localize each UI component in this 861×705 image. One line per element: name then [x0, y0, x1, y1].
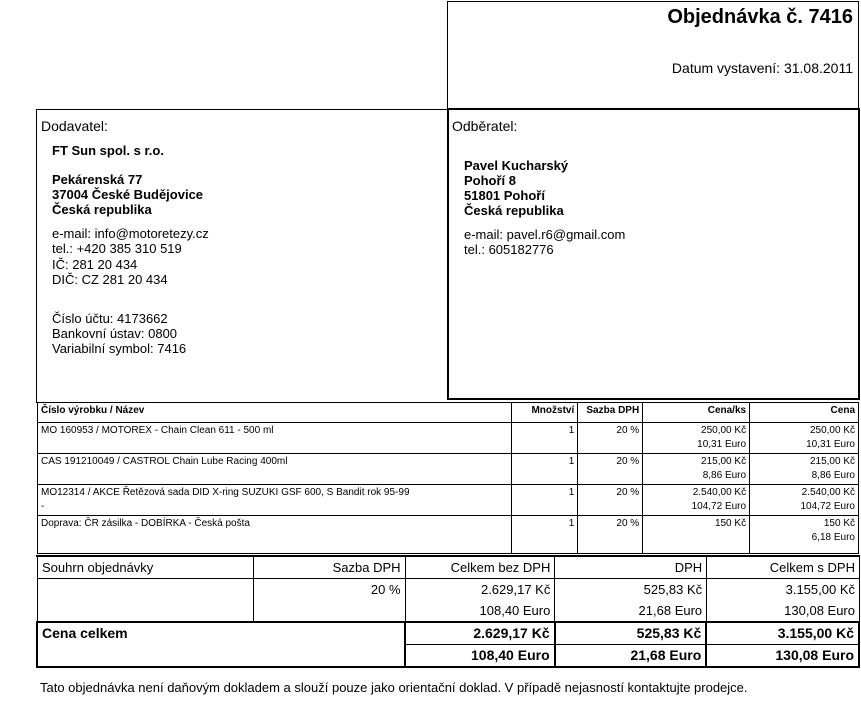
summary-gross-czk: 3.155,00 Kč: [707, 579, 860, 601]
supplier-street: Pekárenská 77: [52, 172, 143, 187]
supplier-phone: tel.: +420 385 310 519: [52, 241, 182, 256]
col-vat-header: Sazba DPH: [578, 403, 643, 423]
summary-net-czk: 2.629,17 Kč: [405, 579, 555, 601]
col-price-header: Cena: [750, 403, 859, 423]
item-vat: 20 %: [578, 516, 643, 554]
total-dph-eur: 21,68 Euro: [555, 645, 707, 668]
supplier-email: e-mail: info@motoretezy.cz: [52, 226, 209, 241]
item-name: MO12314 / AKCE Řetězová sada DID X-ring SUZUKI GSF 600, S Bandit rok 95-99 -: [38, 485, 512, 516]
item-unit-price: 215,00 Kč 8,86 Euro: [643, 454, 750, 485]
total-label: Cena celkem: [37, 622, 405, 667]
summary-row: [38, 579, 860, 601]
item-price: 215,00 Kč 8,86 Euro: [750, 454, 859, 485]
supplier-box: [36, 109, 448, 403]
item-unit-price: 2.540,00 Kč 104,72 Euro: [643, 485, 750, 516]
item-name: CAS 191210049 / CASTROL Chain Lube Racing 400ml: [38, 454, 512, 485]
customer-phone: tel.: 605182776: [464, 242, 554, 257]
item-price: 150 Kč 6,18 Euro: [750, 516, 859, 554]
supplier-city: 37004 České Budějovice: [52, 187, 204, 202]
item-price: 2.540,00 Kč 104,72 Euro: [750, 485, 859, 516]
item-unit-price: 250,00 Kč 10,31 Euro: [643, 423, 750, 454]
customer-country: Česká republika: [464, 203, 564, 218]
summary-header-row: [38, 557, 860, 579]
col-qty-header: Množství: [512, 403, 578, 423]
table-row: [38, 485, 859, 516]
summary-vat-header: Sazba DPH: [253, 557, 405, 579]
summary-gross-eur: 130,08 Euro: [707, 600, 860, 622]
item-qty: 1: [512, 516, 578, 554]
summary-table: [37, 556, 860, 622]
summary-gross-header: Celkem s DPH: [707, 557, 860, 579]
table-row: [38, 423, 859, 454]
total-table: [36, 621, 860, 668]
supplier-dic: DIČ: CZ 281 20 434: [52, 272, 168, 287]
supplier-ic: IČ: 281 20 434: [52, 257, 138, 272]
total-gross-czk: 3.155,00 Kč: [706, 622, 859, 645]
items-table: [37, 402, 859, 554]
total-dph-czk: 525,83 Kč: [555, 622, 707, 645]
summary-label: Souhrn objednávky: [38, 557, 254, 579]
summary-empty: [38, 579, 254, 622]
item-name: Doprava: ČR zásilka - DOBÍRKA - Česká pošta: [38, 516, 512, 554]
summary-net-eur: 108,40 Euro: [405, 600, 555, 622]
item-qty: 1: [512, 454, 578, 485]
summary-net-header: Celkem bez DPH: [405, 557, 555, 579]
customer-label: Odběratel:: [452, 118, 518, 134]
customer-name: Pavel Kucharský: [464, 158, 569, 173]
supplier-name: FT Sun spol. s r.o.: [52, 143, 164, 158]
item-qty: 1: [512, 485, 578, 516]
customer-city: 51801 Pohoří: [464, 188, 545, 203]
supplier-label: Dodavatel:: [41, 118, 108, 134]
item-vat: 20 %: [578, 485, 643, 516]
customer-email: e-mail: pavel.r6@gmail.com: [464, 227, 626, 242]
order-title: Objednávka č. 7416: [667, 6, 853, 28]
table-row: [38, 454, 859, 485]
total-net-czk: 2.629,17 Kč: [405, 622, 555, 645]
supplier-country: Česká republika: [52, 202, 152, 217]
supplier-vs: Variabilní symbol: 7416: [52, 341, 187, 356]
table-row: [38, 516, 859, 554]
item-price: 250,00 Kč 10,31 Euro: [750, 423, 859, 454]
total-row: [37, 622, 859, 645]
col-name-header: Číslo výrobku / Název: [38, 403, 512, 423]
summary-dph-czk: 525,83 Kč: [555, 579, 707, 601]
item-qty: 1: [512, 423, 578, 454]
item-vat: 20 %: [578, 423, 643, 454]
item-unit-price: 150 Kč: [643, 516, 750, 554]
total-net-eur: 108,40 Euro: [405, 645, 555, 668]
total-gross-eur: 130,08 Euro: [706, 645, 859, 668]
summary-dph-header: DPH: [555, 557, 707, 579]
issue-date: Datum vystavení: 31.08.2011: [671, 60, 853, 76]
items-header-row: [38, 403, 859, 423]
summary-dph-eur: 21,68 Euro: [555, 600, 707, 622]
summary-vat: 20 %: [253, 579, 405, 622]
supplier-bank: Bankovní ústav: 0800: [52, 326, 178, 341]
col-unit-header: Cena/ks: [643, 403, 750, 423]
customer-box: [447, 108, 860, 400]
item-name: MO 160953 / MOTOREX - Chain Clean 611 - 500 ml: [38, 423, 512, 454]
disclaimer-note: Tato objednávka není daňovým dokladem a slouží pouze jako orientační doklad. V případě nejasností kontaktujte prodejce.: [40, 680, 748, 695]
supplier-account: Číslo účtu: 4173662: [52, 311, 168, 326]
item-vat: 20 %: [578, 454, 643, 485]
customer-street: Pohoří 8: [464, 173, 517, 188]
